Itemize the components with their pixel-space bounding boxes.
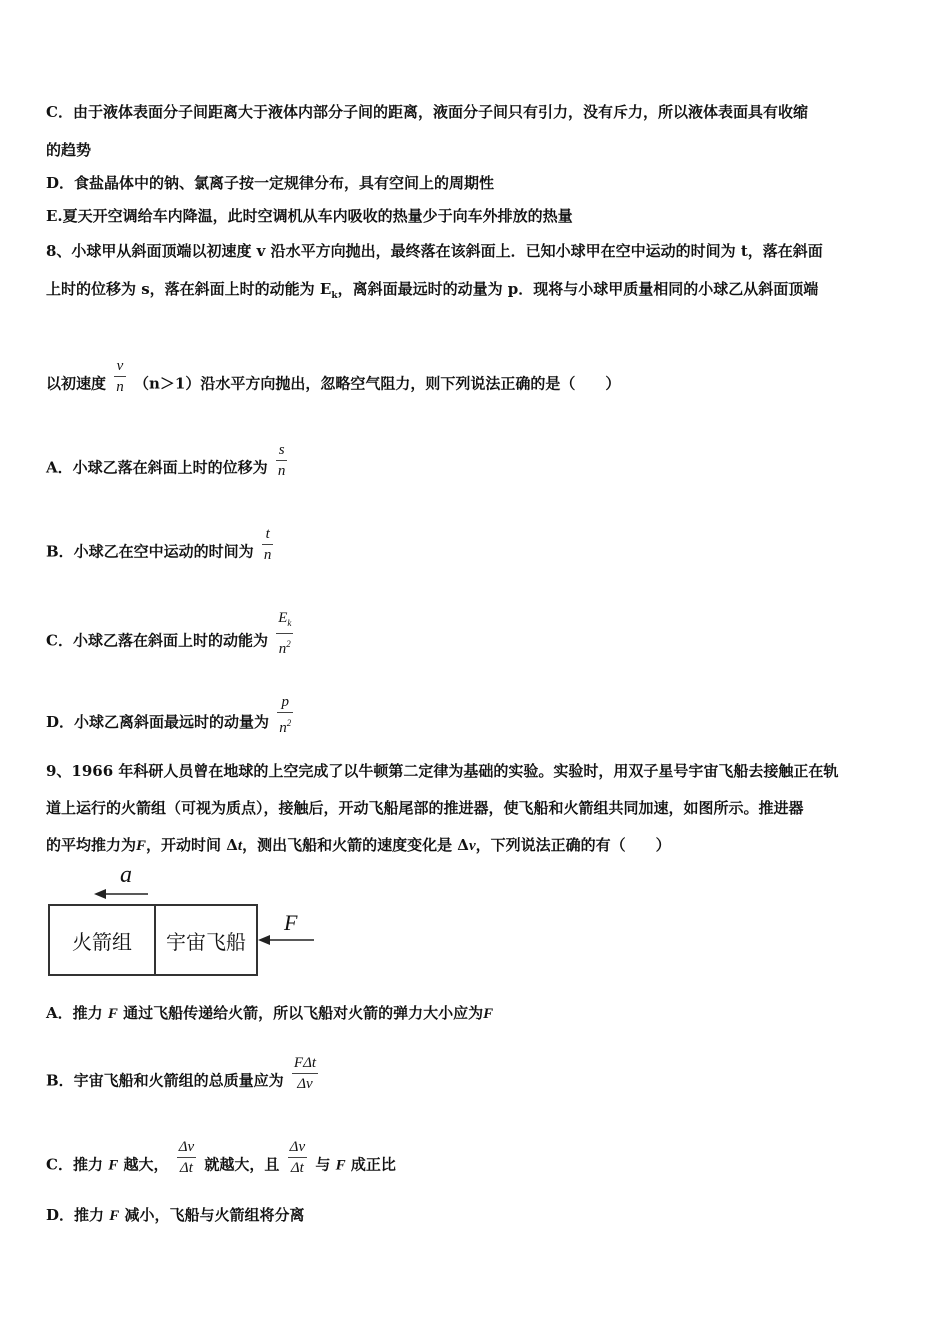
fraction-denominator: n: [277, 463, 286, 479]
force-symbol: F: [335, 1157, 346, 1174]
q8-option-d: [46, 694, 296, 745]
q8-stem-line2: [46, 279, 818, 306]
n-symbol: n: [279, 720, 287, 736]
fraction-denominator: n: [116, 379, 124, 395]
velocity-symbol: v: [468, 838, 476, 854]
force-symbol: F: [107, 1006, 118, 1022]
q9-option-c-part1: C．推力: [46, 1155, 103, 1174]
fraction-numerator: Δv: [177, 1138, 196, 1158]
q9-stem-line3-c: ，测出飞船和火箭的速度变化是 Δ: [242, 836, 469, 854]
q8-initial-speed-fraction: [114, 357, 126, 396]
fraction-denominator: [276, 634, 293, 658]
q8-option-c-text: C．小球乙落在斜面上时的动能为: [46, 631, 268, 650]
n-symbol: n: [278, 641, 287, 657]
q8-stem-line3-a: 以初速度: [46, 374, 107, 393]
force-symbol: F: [136, 838, 147, 854]
q8-option-b: [46, 526, 276, 572]
q9-option-d-part2: 减小，飞船与火箭组将分离: [124, 1206, 305, 1224]
q9-stem-line3-d: ，下列说法正确的有（ ）: [475, 836, 671, 854]
q8-stem-line2-b: ，离斜面最远时的动量为 p．现将与小球甲质量相同的小球乙从斜面顶端: [337, 280, 819, 298]
q9-option-b-fraction: [292, 1054, 318, 1093]
q8-stem-line3: [46, 358, 621, 404]
fraction-numerator: p: [277, 693, 293, 713]
q8-option-c-fraction: [276, 609, 293, 658]
fraction-numerator: [276, 609, 293, 634]
fraction-denominator: Δt: [179, 1160, 193, 1176]
q8-option-d-fraction: [277, 693, 293, 737]
ek-subscript: k: [287, 618, 292, 628]
q8-option-d-text: D．小球乙离斜面最远时的动量为: [46, 713, 270, 731]
q8-option-a-text: A．小球乙落在斜面上时的位移为: [46, 458, 268, 477]
time-symbol: t: [237, 838, 243, 854]
q9-stem-line1: 9、1966 年科研人员曾在地球的上空完成了以牛顿第二定律为基础的实验。实验时，用双子星号宇宙飞船去接触正在轨: [46, 762, 839, 780]
q9-option-a-part1: A．推力: [46, 1004, 103, 1022]
q8-stem-line1: 8、小球甲从斜面顶端以初速度 v 沿水平方向抛出，最终落在该斜面上．已知小球甲在空中运动的时间为 t，落在斜面: [46, 242, 823, 260]
ek-symbol: E: [278, 610, 288, 626]
q9-option-a: [46, 1003, 493, 1024]
fraction-denominator: Δv: [297, 1076, 313, 1092]
q9-option-c-part5: 成正比: [350, 1155, 396, 1174]
fraction-denominator: n: [263, 547, 272, 563]
q9-option-b-text: B．宇宙飞船和火箭组的总质量应为: [46, 1071, 284, 1090]
q9-option-c-part2: 越大，: [123, 1155, 169, 1174]
fraction-numerator: v: [114, 357, 126, 377]
q8-stem-line2-a: 上时的位移为 s，落在斜面上时的动能为 E: [46, 280, 332, 298]
force-symbol: F: [109, 1208, 120, 1224]
n-exponent: 2: [286, 718, 292, 728]
q8-option-a-fraction: [276, 441, 288, 480]
option-d-prev: D．食盐晶体中的钠、氯离子按一定规律分布，具有空间上的周期性: [46, 174, 495, 192]
fraction-numerator: t: [262, 525, 274, 545]
q8-option-b-fraction: [262, 525, 274, 564]
q9-stem-line3-b: ，开动时间 Δ: [146, 836, 238, 854]
fraction-denominator: [277, 713, 293, 737]
rocket-spacecraft-diagram: [44, 862, 324, 986]
q9-option-d: [46, 1205, 305, 1226]
option-c-prev-line1: C．由于液体表面分子间距离大于液体内部分子间的距离，液面分子间只有引力，没有斥力，所以液体表面具有收缩: [46, 103, 808, 121]
option-c-prev-line2: 的趋势: [46, 141, 92, 159]
q9-option-c: [46, 1139, 396, 1185]
q9-option-b: [46, 1055, 321, 1101]
fraction-numerator: FΔt: [292, 1054, 318, 1074]
q9-stem-line3: [46, 835, 671, 856]
n-exponent: 2: [286, 639, 291, 649]
acceleration-label: a: [120, 862, 132, 888]
q9-option-c-fraction-1: [177, 1138, 196, 1177]
force-symbol: F: [108, 1157, 119, 1174]
spacecraft-box: 宇宙飞船: [154, 904, 258, 976]
q9-option-a-part2: 通过飞船传递给火箭，所以飞船对火箭的弹力大小应为: [123, 1004, 484, 1022]
q8-option-a: [46, 442, 290, 488]
q8-stem-line3-b: （n＞1）沿水平方向抛出，忽略空气阻力，则下列说法正确的是（ ）: [133, 374, 621, 393]
q8-option-c: [46, 610, 296, 666]
fraction-numerator: Δv: [288, 1138, 307, 1158]
q9-option-c-fraction-2: [288, 1138, 307, 1177]
force-label: F: [284, 910, 298, 935]
q9-stem-line3-a: 的平均推力为: [46, 836, 137, 854]
q9-option-c-part3: 就越大，且: [204, 1155, 280, 1174]
fraction-numerator: s: [276, 441, 288, 461]
force-symbol: F: [483, 1006, 494, 1022]
acceleration-arrow-icon: [44, 866, 324, 906]
q9-stem-line2: 道上运行的火箭组（可视为质点），接触后，开动飞船尾部的推进器，使飞船和火箭组共同加速，如图所示。推进器: [46, 799, 804, 817]
q8-option-b-text: B．小球乙在空中运动的时间为: [46, 542, 254, 561]
rocket-group-box: 火箭组: [48, 904, 156, 976]
fraction-denominator: Δt: [290, 1160, 304, 1176]
q8-ek-subscript: k: [331, 291, 338, 301]
option-e-prev: E.夏天开空调给车内降温，此时空调机从车内吸收的热量少于向车外排放的热量: [46, 207, 573, 225]
q9-option-d-part1: D．推力: [46, 1206, 105, 1224]
q9-option-c-part4: 与: [315, 1155, 331, 1174]
